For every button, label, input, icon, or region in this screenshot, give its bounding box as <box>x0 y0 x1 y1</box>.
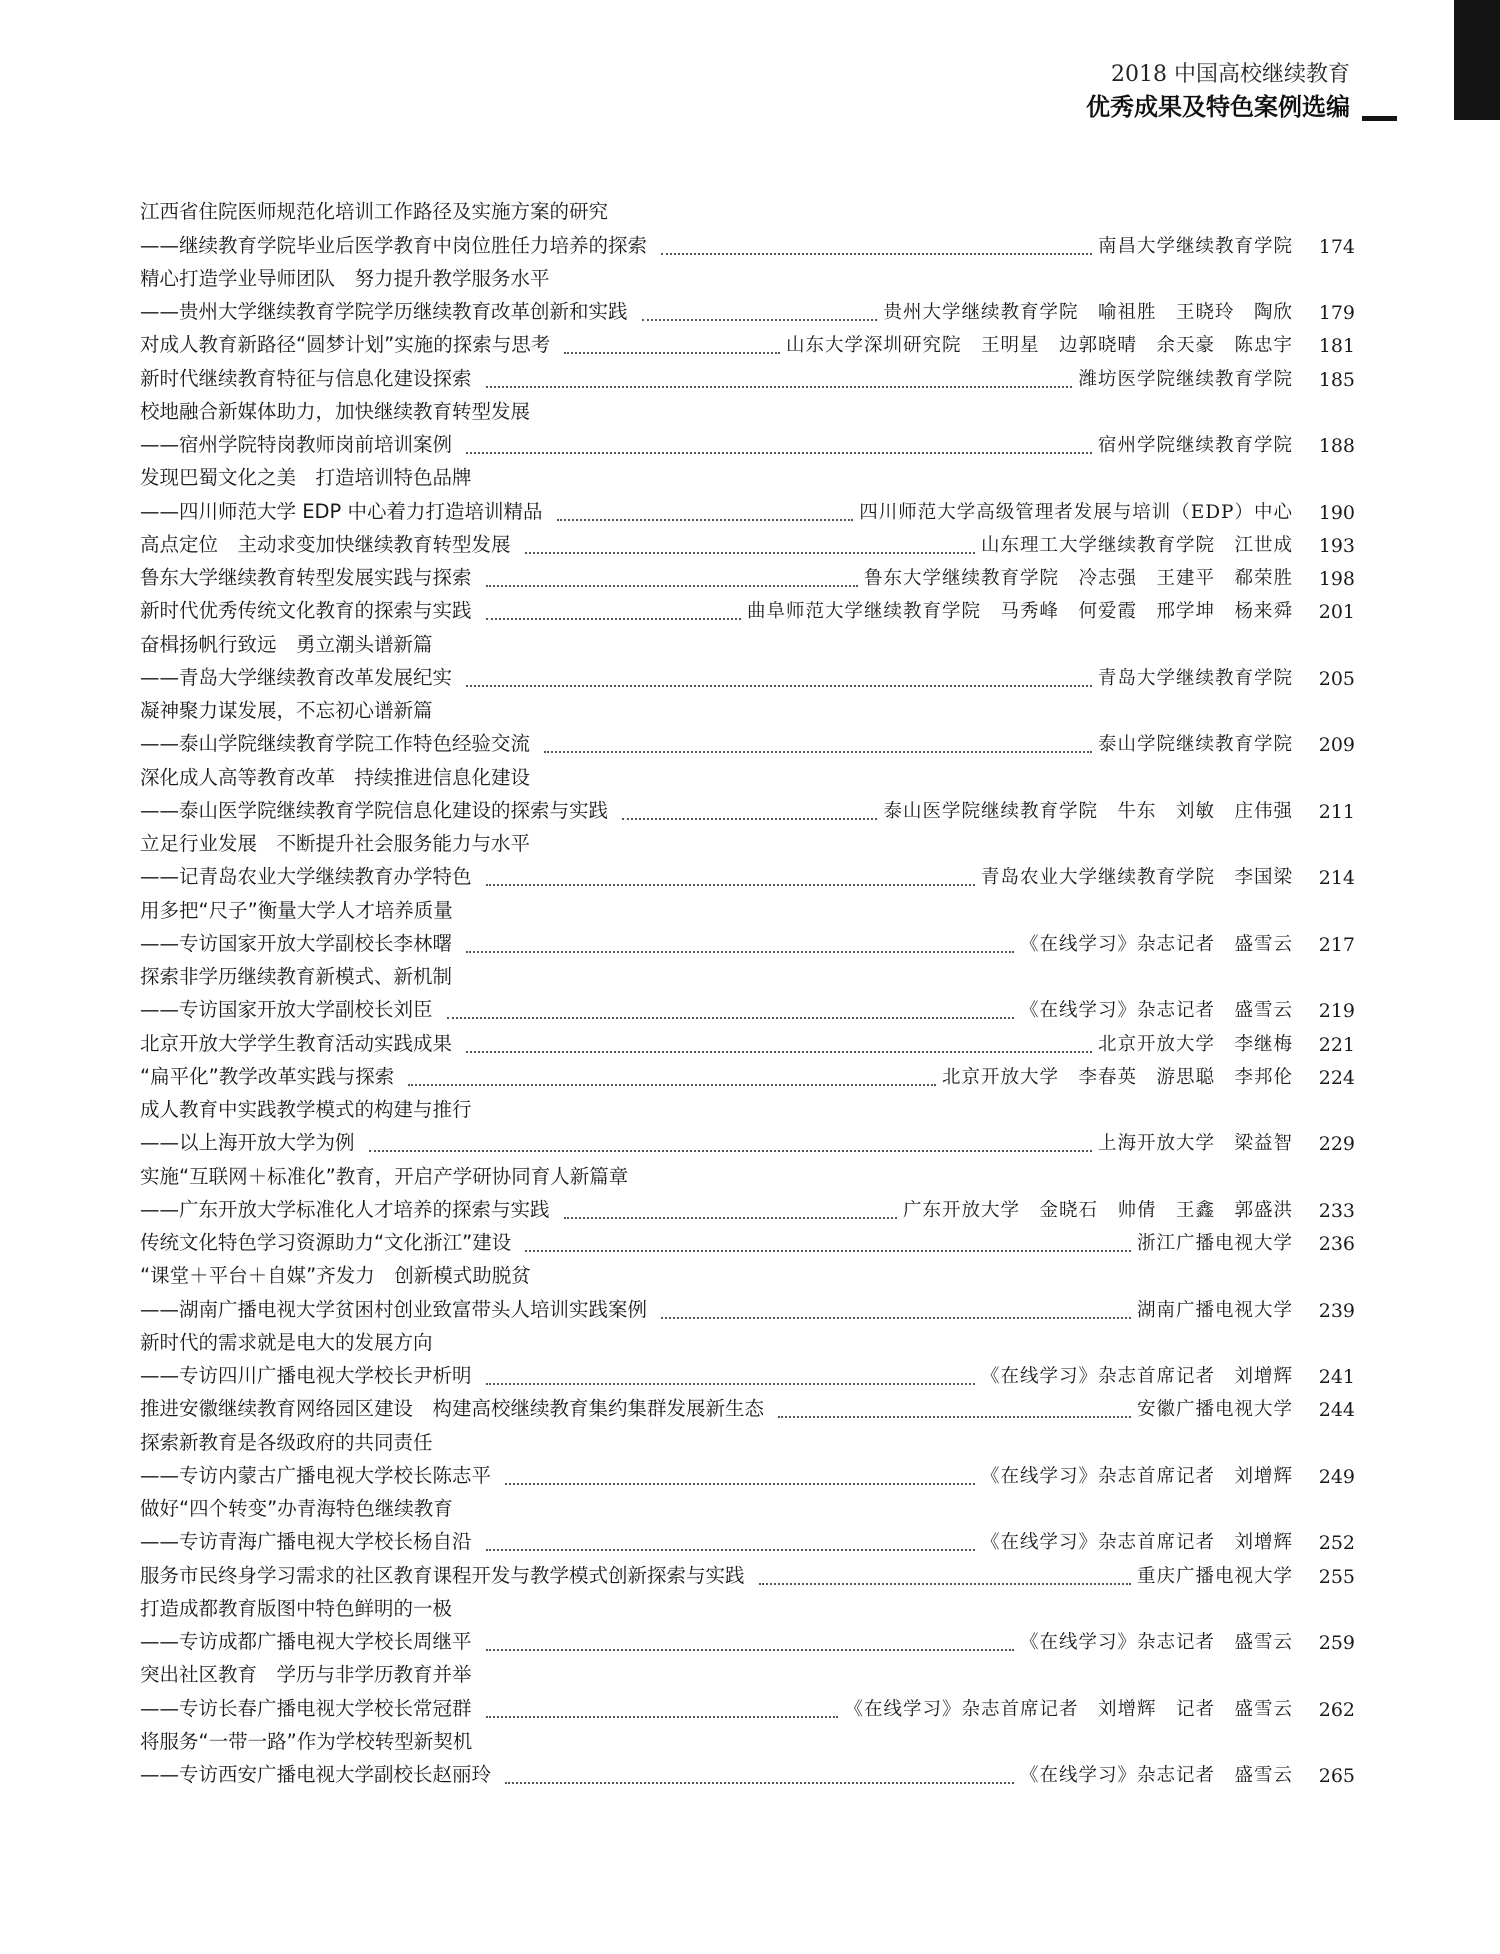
toc-entry-line[interactable] <box>140 1760 1355 1793</box>
toc-entry-author: 四川师范大学高级管理者发展与培训（EDP）中心 <box>859 501 1293 523</box>
toc-entry-author: 《在线学习》杂志记者 盛雪云 <box>1019 933 1293 955</box>
toc-entry-subtitle[interactable]: ——继续教育学院毕业后医学教育中岗位胜任力培养的探索 <box>140 233 648 257</box>
toc-entry-page-number[interactable]: 252 <box>1318 1532 1355 1555</box>
toc-entry-page-number[interactable]: 219 <box>1318 1000 1355 1023</box>
dot-leader <box>486 386 1072 388</box>
toc-title-line <box>140 1427 1355 1460</box>
toc-entry-title[interactable]: 深化成人高等教育改革 持续推进信息化建设 <box>140 765 531 789</box>
toc-entry-line[interactable] <box>140 363 1355 396</box>
toc-entry-page-number[interactable]: 233 <box>1318 1199 1355 1222</box>
toc-entry-subtitle[interactable]: ——泰山学院继续教育学院工作特色经验交流 <box>140 732 531 756</box>
toc-entry-title[interactable]: 新时代优秀传统文化教育的探索与实践 <box>140 599 472 623</box>
toc-entry-subtitle[interactable]: ——专访国家开放大学副校长刘臣 <box>140 998 433 1022</box>
toc-title-line <box>140 1261 1355 1294</box>
toc-entry-subtitle[interactable]: ——专访成都广播电视大学校长周继平 <box>140 1630 472 1653</box>
toc-title-line <box>140 264 1355 297</box>
toc-entry-author: 南昌大学继续教育学院 <box>1097 235 1293 257</box>
toc-entry-line[interactable] <box>140 596 1355 629</box>
toc-entry-title[interactable]: 新时代的需求就是电大的发展方向 <box>140 1330 433 1354</box>
toc-entry-line[interactable] <box>140 1228 1355 1261</box>
toc-entry-line[interactable] <box>140 862 1355 895</box>
dot-leader <box>557 519 853 521</box>
toc-entry-line[interactable] <box>140 330 1355 363</box>
toc-entry-author: 《在线学习》杂志记者 盛雪云 <box>1019 1765 1293 1786</box>
toc-entry-title[interactable]: 将服务“一带一路”作为学校转型新契机 <box>140 1729 473 1753</box>
toc-entry-author: 潍坊医学院继续教育学院 <box>1078 368 1293 390</box>
toc-entry-author: 广东开放大学 金晓石 帅倩 王鑫 郭盛洪 <box>902 1199 1293 1221</box>
toc-entry-author: 青岛农业大学继续教育学院 李国梁 <box>980 867 1293 889</box>
dot-leader <box>466 1051 1092 1053</box>
header-rule <box>1362 116 1397 121</box>
dot-leader <box>466 685 1092 687</box>
toc-entry-author: 《在线学习》杂志记者 盛雪云 <box>1019 1000 1293 1022</box>
toc-entry-title[interactable]: 高点定位 主动求变加快继续教育转型发展 <box>140 532 511 556</box>
toc-entry-line[interactable] <box>140 496 1355 529</box>
toc-entry-author: 贵州大学继续教育学院 喻祖胜 王晓玲 陶欣 <box>883 302 1293 323</box>
toc-entry-line[interactable] <box>140 729 1355 762</box>
toc-entry-line[interactable] <box>140 1693 1355 1726</box>
toc-title-line <box>140 1328 1355 1361</box>
toc-entry-page-number[interactable]: 259 <box>1318 1632 1355 1654</box>
toc-entry-page-number[interactable]: 249 <box>1318 1465 1355 1488</box>
toc-entry-line[interactable] <box>140 1461 1355 1494</box>
toc-entry-author: 鲁东大学继续教育学院 冷志强 王建平 郗荣胜 <box>863 568 1293 589</box>
toc-entry-subtitle[interactable]: ——记青岛农业大学继续教育办学特色 <box>140 865 472 889</box>
dot-leader <box>369 1150 1092 1152</box>
toc-entry-title[interactable]: 北京开放大学学生教育活动实践成果 <box>140 1031 453 1055</box>
toc-title-line <box>140 1594 1355 1627</box>
toc-entry-line[interactable] <box>140 1361 1355 1394</box>
dot-leader <box>466 951 1014 953</box>
toc-title-line <box>140 463 1355 496</box>
toc-entry-author: 《在线学习》杂志首席记者 刘增辉 记者 盛雪云 <box>844 1698 1293 1720</box>
toc-entry-page-number[interactable]: 198 <box>1318 568 1355 590</box>
header-year-title: 2018 中国高校继续教育 <box>1111 62 1350 87</box>
toc-title-line <box>140 1494 1355 1527</box>
toc-entry-author: 《在线学习》杂志首席记者 刘增辉 <box>980 1532 1293 1554</box>
toc-entry-page-number[interactable]: 224 <box>1318 1066 1355 1089</box>
dot-leader <box>486 1549 975 1551</box>
dot-leader <box>486 585 858 587</box>
toc-entry-subtitle[interactable]: ——宿州学院特岗教师岗前培训案例 <box>140 433 453 456</box>
toc-title-line <box>140 629 1355 662</box>
toc-entry-author: 北京开放大学 李春英 游思聪 李邦伦 <box>941 1066 1293 1088</box>
toc-title-line <box>140 1660 1355 1693</box>
toc-entry-page-number[interactable]: 209 <box>1318 734 1355 757</box>
toc-entry-title[interactable]: 突出社区教育 学历与非学历教育并举 <box>140 1663 472 1687</box>
toc-entry-title[interactable]: 成人教育中实践教学模式的构建与推行 <box>140 1098 472 1121</box>
dot-leader <box>486 618 741 620</box>
toc-entry-author: 泰山医学院继续教育学院 牛东 刘敏 庄伟强 <box>883 800 1293 822</box>
toc-entry-page-number[interactable]: 236 <box>1318 1233 1355 1255</box>
toc-entry-subtitle[interactable]: ——专访长春广播电视大学校长常冠群 <box>140 1696 472 1720</box>
toc-title-line <box>140 397 1355 430</box>
toc-entry-author: 山东理工大学继续教育学院 江世成 <box>980 534 1293 556</box>
toc-title-line <box>140 962 1355 995</box>
toc-entry-page-number[interactable]: 214 <box>1318 867 1355 890</box>
toc-title-line <box>140 895 1355 928</box>
toc-entry-subtitle[interactable]: ——专访内蒙古广播电视大学校长陈志平 <box>140 1463 492 1487</box>
toc-entry-line[interactable] <box>140 230 1355 263</box>
toc-entry-subtitle[interactable]: ——泰山医学院继续教育学院信息化建设的探索与实践 <box>140 798 609 822</box>
toc-entry-page-number[interactable]: 181 <box>1318 335 1355 358</box>
toc-entry-page-number[interactable]: 188 <box>1318 435 1355 457</box>
toc-title-line <box>140 197 1355 230</box>
toc-entry-page-number[interactable]: 179 <box>1318 302 1355 324</box>
dot-leader <box>466 452 1092 454</box>
toc-entry-subtitle[interactable]: ——以上海开放大学为例 <box>140 1131 355 1155</box>
toc-entry-subtitle[interactable]: ——青岛大学继续教育改革发展纪实 <box>140 665 453 689</box>
toc-entry-subtitle[interactable]: ——专访国家开放大学副校长李林曙 <box>140 931 453 955</box>
toc-entry-page-number[interactable]: 190 <box>1318 501 1355 524</box>
toc-entry-title[interactable]: 探索新教育是各级政府的共同责任 <box>140 1430 433 1454</box>
dot-leader <box>759 1583 1131 1585</box>
toc-entry-subtitle[interactable]: ——贵州大学继续教育学院学历继续教育改革创新和实践 <box>140 300 628 323</box>
toc-entry-author: 山东大学深圳研究院 王明星 边郭晓晴 余天豪 陈忠宇 <box>785 335 1293 357</box>
toc-entry-line[interactable] <box>140 563 1355 596</box>
toc-entry-line[interactable] <box>140 1560 1355 1593</box>
toc-entry-title[interactable]: 对成人教育新路径“圆梦计划”实施的探索与思考 <box>140 333 551 357</box>
toc-entry-page-number[interactable]: 229 <box>1318 1133 1355 1156</box>
toc-entry-author: 《在线学习》杂志首席记者 刘增辉 <box>980 1366 1293 1387</box>
toc-entry-title[interactable]: 立足行业发展 不断提升社会服务能力与水平 <box>140 832 531 855</box>
toc-title-line <box>140 762 1355 795</box>
toc-entry-title[interactable]: 凝神聚力谋发展，不忘初心谱新篇 <box>140 699 433 722</box>
toc-entry-author: 曲阜师范大学继续教育学院 马秀峰 何爱霞 邢学坤 杨来舜 <box>746 601 1293 623</box>
toc-entry-author: 《在线学习》杂志记者 盛雪云 <box>1019 1632 1293 1653</box>
toc-entry-page-number[interactable]: 239 <box>1318 1299 1355 1322</box>
toc-entry-author: 上海开放大学 梁益智 <box>1097 1133 1293 1155</box>
toc-entry-title[interactable]: 打造成都教育版图中特色鲜明的一极 <box>140 1596 453 1620</box>
toc-entry-subtitle[interactable]: ——专访青海广播电视大学校长杨自沿 <box>140 1530 472 1554</box>
toc-entry-page-number[interactable]: 241 <box>1318 1366 1355 1388</box>
toc-entry-author: 青岛大学继续教育学院 <box>1097 667 1293 689</box>
toc-entry-subtitle[interactable]: ——四川师范大学 EDP 中心着力打造培训精品 <box>140 499 543 523</box>
toc-entry-line[interactable] <box>140 297 1355 330</box>
toc-entry-line[interactable] <box>140 929 1355 962</box>
toc-title-line <box>140 829 1355 862</box>
toc-entry-line[interactable] <box>140 1294 1355 1327</box>
dot-leader <box>564 1217 897 1219</box>
table-of-contents <box>140 197 1355 1793</box>
toc-entry-page-number[interactable]: 201 <box>1318 601 1355 624</box>
toc-entry-title[interactable]: 发现巴蜀文化之美 打造培训特色品牌 <box>140 466 472 490</box>
toc-entry-page-number[interactable]: 262 <box>1318 1698 1355 1721</box>
toc-entry-page-number[interactable]: 193 <box>1318 534 1355 557</box>
toc-entry-author: 湖南广播电视大学 <box>1136 1299 1293 1321</box>
toc-entry-author: 浙江广播电视大学 <box>1136 1233 1293 1254</box>
toc-entry-line[interactable] <box>140 1627 1355 1660</box>
toc-entry-line[interactable] <box>140 796 1355 829</box>
toc-title-line <box>140 1161 1355 1194</box>
dot-leader <box>505 1782 1014 1784</box>
dot-leader <box>544 751 1092 753</box>
toc-entry-title[interactable]: 新时代继续教育特征与信息化建设探索 <box>140 366 472 390</box>
toc-entry-author: 重庆广播电视大学 <box>1136 1565 1293 1587</box>
toc-title-line <box>140 696 1355 729</box>
running-header <box>1086 60 1350 124</box>
toc-entry-author: 泰山学院继续教育学院 <box>1097 734 1293 756</box>
dot-leader <box>486 884 975 886</box>
toc-entry-subtitle[interactable]: ——广东开放大学标准化人才培养的探索与实践 <box>140 1197 550 1221</box>
toc-entry-line[interactable] <box>140 1195 1355 1228</box>
toc-entry-author: 宿州学院继续教育学院 <box>1097 435 1293 456</box>
toc-entry-line[interactable] <box>140 430 1355 463</box>
toc-entry-title[interactable]: 校地融合新媒体助力，加快继续教育转型发展 <box>140 399 531 423</box>
dot-leader <box>486 1716 838 1718</box>
toc-entry-page-number[interactable]: 185 <box>1318 368 1355 391</box>
toc-entry-line[interactable] <box>140 1028 1355 1061</box>
toc-entry-subtitle[interactable]: ——专访西安广播电视大学副校长赵丽玲 <box>140 1763 492 1786</box>
toc-entry-title[interactable]: 精心打造学业导师团队 努力提升教学服务水平 <box>140 266 550 290</box>
dot-leader <box>447 1017 1014 1019</box>
toc-entry-line[interactable] <box>140 1062 1355 1095</box>
dot-leader <box>622 818 877 820</box>
toc-entry-title[interactable]: 服务市民终身学习需求的社区教育课程开发与教学模式创新探索与实践 <box>140 1563 745 1587</box>
toc-entry-line[interactable] <box>140 995 1355 1028</box>
toc-entry-page-number[interactable]: 244 <box>1318 1399 1355 1422</box>
toc-entry-page-number[interactable]: 205 <box>1318 667 1355 690</box>
dot-leader <box>564 352 780 354</box>
toc-title-line <box>140 1095 1355 1128</box>
toc-entry-author: 《在线学习》杂志首席记者 刘增辉 <box>980 1465 1293 1487</box>
toc-entry-title[interactable]: “扁平化”教学改革实践与探索 <box>140 1064 395 1088</box>
toc-entry-subtitle[interactable]: ——专访四川广播电视大学校长尹析明 <box>140 1364 472 1387</box>
toc-entry-line[interactable] <box>140 1527 1355 1560</box>
toc-entry-line[interactable] <box>140 1394 1355 1427</box>
toc-entry-author: 安徽广播电视大学 <box>1136 1399 1293 1421</box>
toc-title-line <box>140 1727 1355 1760</box>
dot-leader <box>486 1649 1014 1651</box>
toc-entry-page-number[interactable]: 255 <box>1318 1565 1355 1588</box>
dot-leader <box>525 552 975 554</box>
dot-leader <box>505 1483 975 1485</box>
toc-entry-page-number[interactable]: 174 <box>1318 235 1355 258</box>
toc-entry-line[interactable] <box>140 1128 1355 1161</box>
dot-leader <box>642 319 877 321</box>
page-edge-tab <box>1454 0 1500 120</box>
toc-entry-line[interactable] <box>140 663 1355 696</box>
toc-entry-title[interactable]: 推进安徽继续教育网络园区建设 构建高校继续教育集约集群发展新生态 <box>140 1397 765 1421</box>
toc-entry-title[interactable]: 实施“互联网＋标准化”教育，开启产学研协同育人新篇章 <box>140 1164 629 1188</box>
dot-leader <box>486 1383 975 1385</box>
dot-leader <box>778 1416 1131 1418</box>
toc-entry-title[interactable]: “课堂＋平台＋自媒”齐发力 创新模式助脱贫 <box>140 1264 531 1288</box>
toc-entry-title[interactable]: 探索非学历继续教育新模式、新机制 <box>140 965 453 988</box>
toc-entry-subtitle[interactable]: ——湖南广播电视大学贫困村创业致富带头人培训实践案例 <box>140 1297 648 1321</box>
toc-entry-author: 北京开放大学 李继梅 <box>1097 1033 1293 1055</box>
toc-entry-page-number[interactable]: 265 <box>1318 1765 1355 1787</box>
dot-leader <box>661 1317 1131 1319</box>
toc-entry-title[interactable]: 用多把“尺子”衡量大学人才培养质量 <box>140 898 453 922</box>
toc-entry-page-number[interactable]: 217 <box>1318 933 1355 956</box>
toc-entry-title[interactable]: 做好“四个转变”办青海特色继续教育 <box>140 1497 453 1520</box>
dot-leader <box>408 1084 936 1086</box>
toc-entry-page-number[interactable]: 221 <box>1318 1033 1355 1056</box>
toc-entry-title[interactable]: 传统文化特色学习资源助力“文化浙江”建设 <box>140 1231 512 1254</box>
header-book-title: 优秀成果及特色案例选编 <box>1086 93 1350 121</box>
toc-entry-title[interactable]: 鲁东大学继续教育转型发展实践与探索 <box>140 566 472 589</box>
toc-entry-title[interactable]: 江西省住院医师规范化培训工作路径及实施方案的研究 <box>140 200 609 224</box>
toc-entry-page-number[interactable]: 211 <box>1318 800 1355 823</box>
dot-leader <box>525 1250 1131 1252</box>
toc-entry-line[interactable] <box>140 530 1355 563</box>
dot-leader <box>661 253 1092 255</box>
toc-entry-title[interactable]: 奋楫扬帆行致远 勇立潮头谱新篇 <box>140 632 433 656</box>
